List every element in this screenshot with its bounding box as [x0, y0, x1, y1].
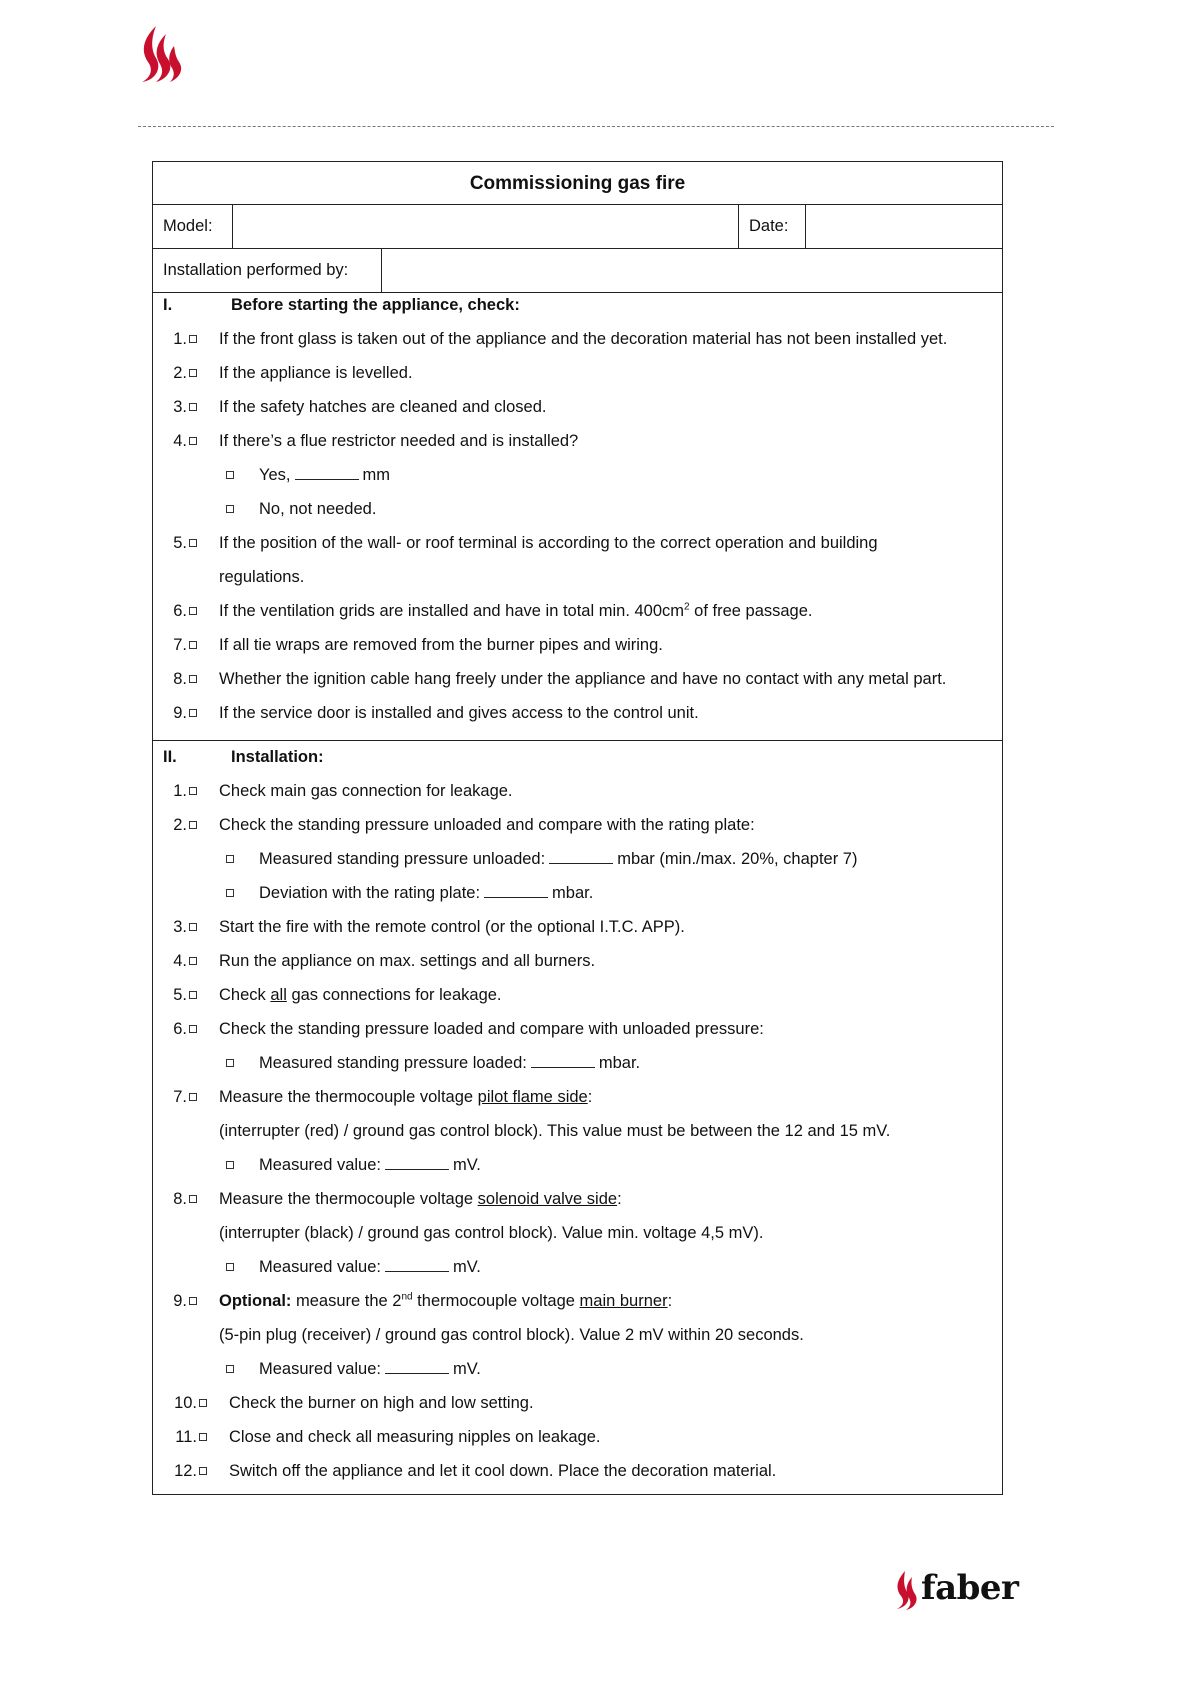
- section-heading: [153, 740, 1002, 774]
- item-text: Optional: measure the 2nd thermocouple voltage main burner:: [219, 1291, 673, 1310]
- section-title: Before starting the appliance, check:: [231, 296, 520, 314]
- checklist-item: [153, 424, 1002, 458]
- item-number: 2.: [173, 364, 187, 382]
- section-title: Installation:: [231, 748, 324, 766]
- item-text: Whether the ignition cable hang freely under the appliance and have no contact with any metal part.: [219, 670, 947, 688]
- checkbox[interactable]: [226, 505, 234, 513]
- item-text: If the ventilation grids are installed and have in total min. $400cm^2$ of free passage.: [219, 601, 813, 620]
- item-text: Check the standing pressure loaded and compare with unloaded pressure:: [219, 1020, 764, 1038]
- checklist-item-continuation: [153, 560, 1002, 594]
- item-number: 7.: [173, 636, 187, 654]
- item-text: (5-pin plug (receiver) / ground gas control block). Value 2 mV within 20 seconds.: [219, 1326, 804, 1344]
- checkbox[interactable]: [189, 709, 197, 717]
- item-number: 11.: [175, 1428, 197, 1446]
- checklist-item: [153, 390, 1002, 424]
- checkbox[interactable]: [226, 1161, 234, 1169]
- item-text: Check the standing pressure unloaded and compare with the rating plate:: [219, 816, 755, 834]
- checklist-subitem: [153, 1046, 1002, 1080]
- item-number: 1.: [173, 782, 187, 800]
- checklist-subitem: [153, 1250, 1002, 1284]
- model-field[interactable]: [233, 205, 738, 248]
- checkbox[interactable]: [189, 923, 197, 931]
- checkbox[interactable]: [226, 889, 234, 897]
- checklist-subitem: [153, 492, 1002, 526]
- item-text: If all tie wraps are removed from the burner pipes and wiring.: [219, 636, 663, 654]
- checkbox[interactable]: [226, 1263, 234, 1271]
- subitem-text: Measured standing pressure loaded: mbar.: [259, 1054, 641, 1072]
- fill-in-blank[interactable]: [484, 896, 548, 898]
- checkbox[interactable]: [226, 471, 234, 479]
- checklist-item-continuation: [153, 1114, 1002, 1148]
- checkbox[interactable]: [226, 855, 234, 863]
- item-number: 5.: [173, 986, 187, 1004]
- item-number: 3.: [173, 398, 187, 416]
- checklist-item: [153, 774, 1002, 808]
- commissioning-form: [152, 161, 1003, 1495]
- checklist-subitem: [153, 842, 1002, 876]
- subitem-text: Measured value: mV.: [259, 1360, 481, 1378]
- item-text: Switch off the appliance and let it cool down. Place the decoration material.: [229, 1462, 777, 1480]
- item-text: Run the appliance on max. settings and all burners.: [219, 952, 596, 970]
- installer-field[interactable]: [382, 249, 1002, 292]
- section-number: I.: [163, 296, 173, 314]
- item-text: If the position of the wall- or roof terminal is according to the correct operation and building: [219, 534, 878, 552]
- checklist-item: [153, 526, 1002, 560]
- checklist-item: [153, 662, 1002, 696]
- item-text: Check all gas connections for leakage.: [219, 986, 502, 1004]
- checkbox[interactable]: [189, 335, 197, 343]
- checklist-item: [153, 1012, 1002, 1046]
- checkbox[interactable]: [189, 403, 197, 411]
- installer-row: [153, 249, 1002, 293]
- item-number: 5.: [173, 534, 187, 552]
- checkbox[interactable]: [199, 1399, 207, 1407]
- item-text: (interrupter (black) / ground gas control block). Value min. voltage 4,5 mV).: [219, 1224, 764, 1242]
- item-number: 10.: [174, 1394, 197, 1412]
- checklist-item: [153, 808, 1002, 842]
- item-text: If there’s a flue restrictor needed and is installed?: [219, 432, 579, 450]
- item-number: 9.: [173, 1292, 187, 1310]
- checklist-item: [153, 944, 1002, 978]
- checkbox[interactable]: [189, 369, 197, 377]
- checklist-item: [153, 322, 1002, 356]
- item-number: 2.: [173, 816, 187, 834]
- checkbox[interactable]: [226, 1059, 234, 1067]
- subitem-text: Measured standing pressure unloaded: mbar (min./max. 20%, chapter 7): [259, 850, 858, 868]
- faber-logo: [893, 1568, 1019, 1612]
- item-text: If the service door is installed and gives access to the control unit.: [219, 704, 699, 722]
- fill-in-blank[interactable]: [295, 478, 359, 480]
- checklist-item: [153, 356, 1002, 390]
- model-label: Model:: [163, 217, 213, 235]
- checklist-item: [153, 910, 1002, 944]
- fill-in-blank[interactable]: [531, 1066, 595, 1068]
- checklist-item: [153, 1182, 1002, 1216]
- checklist-item: [153, 594, 1002, 628]
- checklist-subitem: [153, 876, 1002, 910]
- item-number: 6.: [173, 1020, 187, 1038]
- item-number: 4.: [173, 432, 187, 450]
- item-number: 3.: [173, 918, 187, 936]
- item-number: 7.: [173, 1088, 187, 1106]
- item-number: 8.: [173, 670, 187, 688]
- installer-label: Installation performed by:: [163, 261, 349, 279]
- item-text: If the safety hatches are cleaned and closed.: [219, 398, 547, 416]
- item-text: Check main gas connection for leakage.: [219, 782, 513, 800]
- checkbox[interactable]: [189, 991, 197, 999]
- subitem-text: Yes, mm: [259, 466, 391, 484]
- item-text: If the front glass is taken out of the appliance and the decoration material has not been installed yet.: [219, 330, 948, 348]
- brand-name: faber: [921, 1568, 1019, 1608]
- model-date-row: [153, 205, 1002, 249]
- date-label: Date:: [749, 217, 789, 235]
- checklist-item: [153, 1080, 1002, 1114]
- item-text: regulations.: [219, 568, 305, 586]
- checkbox[interactable]: [189, 539, 197, 547]
- checkbox[interactable]: [199, 1467, 207, 1475]
- checkbox[interactable]: [189, 1025, 197, 1033]
- form-title: Commissioning gas fire: [153, 162, 1002, 205]
- fill-in-blank[interactable]: [549, 862, 613, 864]
- flame-logo-icon: [893, 1570, 921, 1610]
- item-number: 4.: [173, 952, 187, 970]
- item-text: If the appliance is levelled.: [219, 364, 413, 382]
- header-divider: [138, 126, 1054, 127]
- subitem-text: Deviation with the rating plate: mbar.: [259, 884, 594, 902]
- item-text: Measure the thermocouple voltage pilot flame side:: [219, 1088, 593, 1106]
- item-number: 12.: [174, 1462, 197, 1480]
- item-text: (interrupter (red) / ground gas control block). This value must be between the 12 and 15 mV.: [219, 1122, 891, 1140]
- checklist-subitem: [153, 1148, 1002, 1182]
- item-text: Check the burner on high and low setting.: [229, 1394, 534, 1412]
- fill-in-blank[interactable]: [385, 1168, 449, 1170]
- checkbox[interactable]: [199, 1433, 207, 1441]
- checkbox[interactable]: [189, 641, 197, 649]
- item-number: 1.: [173, 330, 187, 348]
- checklist-item-continuation: [153, 1216, 1002, 1250]
- subitem-text: Measured value: mV.: [259, 1258, 481, 1276]
- checkbox[interactable]: [189, 787, 197, 795]
- fill-in-blank[interactable]: [385, 1270, 449, 1272]
- checklist-item: [153, 1454, 1002, 1488]
- date-field[interactable]: [806, 205, 1002, 248]
- checkbox[interactable]: [189, 437, 197, 445]
- checklist-item: [153, 1386, 1002, 1420]
- checkbox[interactable]: [226, 1365, 234, 1373]
- checklist-item: [153, 628, 1002, 662]
- checkbox[interactable]: [189, 1093, 197, 1101]
- checklist-item: [153, 1420, 1002, 1454]
- checklist-subitem: [153, 1352, 1002, 1386]
- item-number: 9.: [173, 704, 187, 722]
- checkbox[interactable]: [189, 1195, 197, 1203]
- checkbox[interactable]: [189, 1297, 197, 1305]
- checkbox[interactable]: [189, 957, 197, 965]
- checkbox[interactable]: [189, 607, 197, 615]
- fill-in-blank[interactable]: [385, 1372, 449, 1374]
- item-text: Close and check all measuring nipples on leakage.: [229, 1428, 601, 1446]
- item-number: 8.: [173, 1190, 187, 1208]
- checklist-item-continuation: [153, 1318, 1002, 1352]
- item-text: Measure the thermocouple voltage solenoid valve side:: [219, 1190, 622, 1208]
- item-text: Start the fire with the remote control (or the optional I.T.C. APP).: [219, 918, 685, 936]
- checklist-item: [153, 1284, 1002, 1318]
- section-heading: [153, 288, 1002, 322]
- checklist-item: [153, 696, 1002, 730]
- checkbox[interactable]: [189, 675, 197, 683]
- subitem-text: Measured value: mV.: [259, 1156, 481, 1174]
- section-number: II.: [163, 748, 177, 766]
- checklist-item: [153, 978, 1002, 1012]
- item-number: 6.: [173, 602, 187, 620]
- flame-logo-icon: [134, 24, 184, 84]
- checklist-subitem: [153, 458, 1002, 492]
- checkbox[interactable]: [189, 821, 197, 829]
- subitem-text: No, not needed.: [259, 500, 377, 518]
